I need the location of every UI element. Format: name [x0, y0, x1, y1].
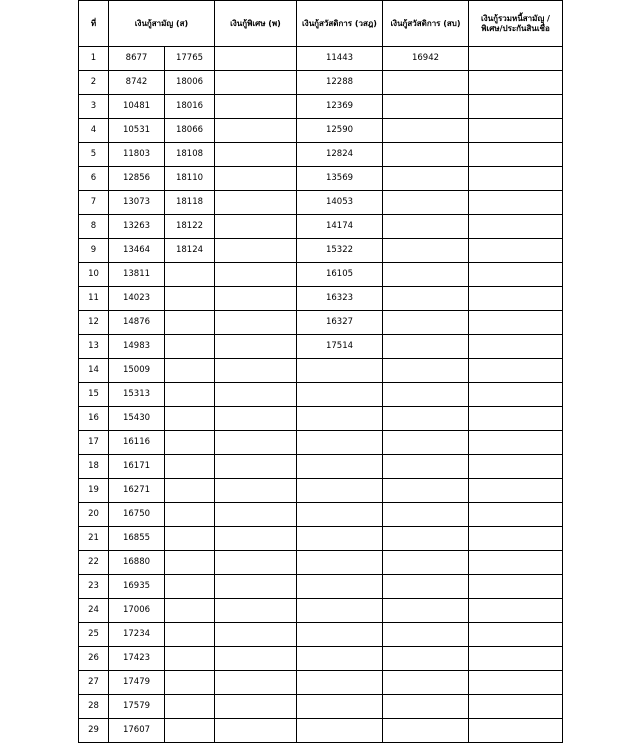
cell-watsadu-2 — [383, 263, 469, 287]
cell-saman-second — [165, 263, 215, 287]
column-header-watsadu-2 — [383, 1, 469, 47]
cell-row-number: 12 — [79, 311, 109, 335]
cell-saman-second — [165, 599, 215, 623]
column-header-watsadu-2-label: เงินกู้สวัสดิการ (สบ) — [390, 18, 461, 28]
cell-ruam — [469, 119, 563, 143]
cell-saman: 13811 — [109, 263, 165, 287]
cell-watsadu-2 — [383, 599, 469, 623]
cell-ruam — [469, 551, 563, 575]
cell-ruam — [469, 455, 563, 479]
cell-phiset — [215, 431, 297, 455]
table-row — [79, 647, 563, 671]
cell-row-number: 14 — [79, 359, 109, 383]
cell-row-number: 10 — [79, 263, 109, 287]
cell-ruam — [469, 47, 563, 71]
cell-phiset — [215, 263, 297, 287]
table-header — [79, 1, 563, 47]
table-row — [79, 671, 563, 695]
cell-watsadu-1: 12369 — [297, 95, 383, 119]
cell-saman: 8677 — [109, 47, 165, 71]
cell-ruam — [469, 599, 563, 623]
cell-watsadu-2 — [383, 671, 469, 695]
cell-watsadu-1: 16327 — [297, 311, 383, 335]
cell-row-number: 4 — [79, 119, 109, 143]
cell-phiset — [215, 695, 297, 719]
cell-saman: 15430 — [109, 407, 165, 431]
cell-watsadu-2 — [383, 359, 469, 383]
table-row — [79, 407, 563, 431]
cell-row-number: 28 — [79, 695, 109, 719]
column-header-watsadu-1 — [297, 1, 383, 47]
table-row — [79, 263, 563, 287]
table-row — [79, 143, 563, 167]
cell-saman: 17607 — [109, 719, 165, 743]
cell-phiset — [215, 455, 297, 479]
cell-watsadu-2 — [383, 527, 469, 551]
cell-saman-second — [165, 551, 215, 575]
cell-watsadu-1 — [297, 623, 383, 647]
cell-ruam — [469, 335, 563, 359]
cell-ruam — [469, 503, 563, 527]
cell-ruam — [469, 191, 563, 215]
table-row — [79, 527, 563, 551]
cell-row-number: 1 — [79, 47, 109, 71]
table-row — [79, 383, 563, 407]
cell-watsadu-1: 15322 — [297, 239, 383, 263]
cell-phiset — [215, 71, 297, 95]
cell-row-number: 2 — [79, 71, 109, 95]
cell-phiset — [215, 599, 297, 623]
cell-watsadu-1 — [297, 455, 383, 479]
table-row — [79, 503, 563, 527]
column-header-phiset — [215, 1, 297, 47]
cell-watsadu-2 — [383, 239, 469, 263]
cell-row-number: 24 — [79, 599, 109, 623]
column-header-ruam-label-line1: เงินกู้รวมหนี้สามัญ / — [481, 13, 550, 23]
cell-phiset — [215, 239, 297, 263]
cell-watsadu-2 — [383, 647, 469, 671]
cell-saman-second — [165, 575, 215, 599]
cell-ruam — [469, 719, 563, 743]
table-row — [79, 479, 563, 503]
table-row — [79, 239, 563, 263]
cell-saman-second: 18124 — [165, 239, 215, 263]
cell-saman-second — [165, 287, 215, 311]
cell-watsadu-1: 14053 — [297, 191, 383, 215]
table-row — [79, 167, 563, 191]
cell-ruam — [469, 359, 563, 383]
table-row — [79, 599, 563, 623]
cell-row-number: 3 — [79, 95, 109, 119]
cell-phiset — [215, 287, 297, 311]
cell-watsadu-2 — [383, 383, 469, 407]
table-row — [79, 335, 563, 359]
cell-saman: 17579 — [109, 695, 165, 719]
cell-saman: 16271 — [109, 479, 165, 503]
cell-saman-second — [165, 359, 215, 383]
column-header-saman — [109, 1, 215, 47]
column-header-watsadu-1-label: เงินกู้สวัสดิการ (วสฎ) — [302, 18, 377, 28]
cell-saman-second: 18006 — [165, 71, 215, 95]
cell-watsadu-1 — [297, 407, 383, 431]
cell-watsadu-2 — [383, 71, 469, 95]
cell-ruam — [469, 623, 563, 647]
cell-watsadu-1: 11443 — [297, 47, 383, 71]
cell-row-number: 8 — [79, 215, 109, 239]
cell-ruam — [469, 71, 563, 95]
table-row — [79, 623, 563, 647]
cell-saman-second — [165, 335, 215, 359]
cell-watsadu-2 — [383, 503, 469, 527]
cell-watsadu-2 — [383, 551, 469, 575]
table-row — [79, 431, 563, 455]
cell-phiset — [215, 527, 297, 551]
table-row — [79, 695, 563, 719]
cell-watsadu-2: 16942 — [383, 47, 469, 71]
cell-phiset — [215, 671, 297, 695]
table-row — [79, 455, 563, 479]
cell-ruam — [469, 167, 563, 191]
cell-watsadu-1 — [297, 503, 383, 527]
cell-watsadu-2 — [383, 575, 469, 599]
cell-watsadu-1 — [297, 551, 383, 575]
cell-watsadu-1: 16323 — [297, 287, 383, 311]
cell-phiset — [215, 119, 297, 143]
cell-row-number: 11 — [79, 287, 109, 311]
cell-phiset — [215, 335, 297, 359]
cell-saman: 17423 — [109, 647, 165, 671]
cell-watsadu-1 — [297, 719, 383, 743]
cell-ruam — [469, 575, 563, 599]
cell-watsadu-1: 14174 — [297, 215, 383, 239]
cell-watsadu-1 — [297, 599, 383, 623]
column-header-saman-label: เงินกู้สามัญ (ส) — [134, 18, 189, 28]
cell-row-number: 5 — [79, 143, 109, 167]
cell-saman: 13073 — [109, 191, 165, 215]
cell-phiset — [215, 623, 297, 647]
cell-phiset — [215, 359, 297, 383]
cell-ruam — [469, 647, 563, 671]
cell-ruam — [469, 215, 563, 239]
table-row — [79, 359, 563, 383]
cell-ruam — [469, 431, 563, 455]
cell-watsadu-2 — [383, 335, 469, 359]
cell-saman: 16880 — [109, 551, 165, 575]
column-header-no-label: ที่ — [90, 18, 97, 28]
column-header-phiset-label: เงินกู้พิเศษ (พ) — [230, 18, 281, 28]
cell-watsadu-2 — [383, 191, 469, 215]
cell-saman-second — [165, 311, 215, 335]
cell-saman-second — [165, 407, 215, 431]
cell-phiset — [215, 575, 297, 599]
cell-watsadu-2 — [383, 143, 469, 167]
cell-row-number: 9 — [79, 239, 109, 263]
cell-watsadu-2 — [383, 431, 469, 455]
cell-phiset — [215, 407, 297, 431]
cell-phiset — [215, 479, 297, 503]
cell-row-number: 7 — [79, 191, 109, 215]
cell-saman-second — [165, 383, 215, 407]
cell-ruam — [469, 143, 563, 167]
table-row — [79, 575, 563, 599]
cell-phiset — [215, 95, 297, 119]
cell-saman-second: 18108 — [165, 143, 215, 167]
cell-saman-second: 18066 — [165, 119, 215, 143]
cell-saman: 16171 — [109, 455, 165, 479]
cell-ruam — [469, 383, 563, 407]
cell-watsadu-1: 12288 — [297, 71, 383, 95]
column-header-ruam-label-line2: พิเศษ/ประกันสินเชื่อ — [481, 23, 550, 33]
cell-row-number: 22 — [79, 551, 109, 575]
cell-saman: 16750 — [109, 503, 165, 527]
cell-row-number: 6 — [79, 167, 109, 191]
cell-phiset — [215, 647, 297, 671]
cell-watsadu-2 — [383, 695, 469, 719]
cell-saman-second — [165, 527, 215, 551]
column-header-no — [79, 1, 109, 47]
cell-phiset — [215, 47, 297, 71]
cell-saman: 13464 — [109, 239, 165, 263]
cell-saman-second — [165, 719, 215, 743]
cell-watsadu-2 — [383, 119, 469, 143]
table-row — [79, 551, 563, 575]
table-header-row — [79, 1, 563, 47]
cell-row-number: 17 — [79, 431, 109, 455]
table-row — [79, 287, 563, 311]
table-row — [79, 47, 563, 71]
cell-watsadu-2 — [383, 479, 469, 503]
cell-saman: 17479 — [109, 671, 165, 695]
cell-saman-second — [165, 431, 215, 455]
cell-phiset — [215, 167, 297, 191]
cell-row-number: 29 — [79, 719, 109, 743]
cell-phiset — [215, 191, 297, 215]
cell-watsadu-1 — [297, 575, 383, 599]
table-row — [79, 215, 563, 239]
cell-saman: 16935 — [109, 575, 165, 599]
table-row — [79, 191, 563, 215]
cell-ruam — [469, 311, 563, 335]
cell-phiset — [215, 551, 297, 575]
cell-saman-second: 17765 — [165, 47, 215, 71]
cell-watsadu-1 — [297, 431, 383, 455]
cell-ruam — [469, 287, 563, 311]
cell-watsadu-1: 12590 — [297, 119, 383, 143]
cell-row-number: 21 — [79, 527, 109, 551]
table-row — [79, 311, 563, 335]
table-body — [79, 47, 563, 743]
table-row — [79, 95, 563, 119]
cell-saman: 14023 — [109, 287, 165, 311]
cell-saman: 15009 — [109, 359, 165, 383]
cell-watsadu-1 — [297, 527, 383, 551]
cell-saman-second — [165, 503, 215, 527]
cell-phiset — [215, 719, 297, 743]
cell-watsadu-2 — [383, 287, 469, 311]
cell-ruam — [469, 671, 563, 695]
cell-ruam — [469, 95, 563, 119]
cell-row-number: 18 — [79, 455, 109, 479]
cell-ruam — [469, 239, 563, 263]
table-row — [79, 719, 563, 743]
cell-ruam — [469, 479, 563, 503]
cell-watsadu-1 — [297, 695, 383, 719]
cell-phiset — [215, 143, 297, 167]
cell-saman: 14876 — [109, 311, 165, 335]
cell-phiset — [215, 311, 297, 335]
cell-row-number: 16 — [79, 407, 109, 431]
column-header-ruam — [469, 1, 563, 47]
cell-saman-second — [165, 479, 215, 503]
cell-row-number: 13 — [79, 335, 109, 359]
cell-row-number: 15 — [79, 383, 109, 407]
cell-saman-second — [165, 623, 215, 647]
cell-row-number: 19 — [79, 479, 109, 503]
cell-saman: 17234 — [109, 623, 165, 647]
cell-saman: 17006 — [109, 599, 165, 623]
cell-watsadu-1: 13569 — [297, 167, 383, 191]
cell-saman-second: 18016 — [165, 95, 215, 119]
cell-ruam — [469, 263, 563, 287]
cell-watsadu-1 — [297, 671, 383, 695]
cell-watsadu-2 — [383, 623, 469, 647]
cell-watsadu-1 — [297, 647, 383, 671]
cell-saman-second: 18110 — [165, 167, 215, 191]
table-row — [79, 71, 563, 95]
cell-saman: 16116 — [109, 431, 165, 455]
loan-number-table — [78, 0, 563, 743]
cell-watsadu-2 — [383, 719, 469, 743]
cell-watsadu-1: 16105 — [297, 263, 383, 287]
cell-saman: 10481 — [109, 95, 165, 119]
cell-row-number: 20 — [79, 503, 109, 527]
cell-saman-second — [165, 695, 215, 719]
cell-saman: 16855 — [109, 527, 165, 551]
cell-watsadu-2 — [383, 311, 469, 335]
cell-saman-second — [165, 455, 215, 479]
cell-row-number: 26 — [79, 647, 109, 671]
cell-watsadu-2 — [383, 95, 469, 119]
cell-saman: 10531 — [109, 119, 165, 143]
cell-row-number: 27 — [79, 671, 109, 695]
cell-saman-second — [165, 671, 215, 695]
cell-phiset — [215, 215, 297, 239]
cell-watsadu-1 — [297, 383, 383, 407]
cell-saman-second: 18122 — [165, 215, 215, 239]
cell-watsadu-1: 17514 — [297, 335, 383, 359]
cell-row-number: 23 — [79, 575, 109, 599]
cell-watsadu-2 — [383, 167, 469, 191]
cell-saman: 8742 — [109, 71, 165, 95]
cell-ruam — [469, 527, 563, 551]
cell-watsadu-1 — [297, 359, 383, 383]
cell-watsadu-1: 12824 — [297, 143, 383, 167]
cell-saman: 12856 — [109, 167, 165, 191]
cell-saman: 13263 — [109, 215, 165, 239]
cell-saman: 15313 — [109, 383, 165, 407]
cell-ruam — [469, 407, 563, 431]
table-row — [79, 119, 563, 143]
cell-saman: 11803 — [109, 143, 165, 167]
cell-watsadu-2 — [383, 215, 469, 239]
cell-watsadu-1 — [297, 479, 383, 503]
cell-saman: 14983 — [109, 335, 165, 359]
cell-ruam — [469, 695, 563, 719]
cell-saman-second — [165, 647, 215, 671]
cell-watsadu-2 — [383, 407, 469, 431]
cell-phiset — [215, 503, 297, 527]
cell-row-number: 25 — [79, 623, 109, 647]
cell-saman-second: 18118 — [165, 191, 215, 215]
cell-phiset — [215, 383, 297, 407]
cell-watsadu-2 — [383, 455, 469, 479]
